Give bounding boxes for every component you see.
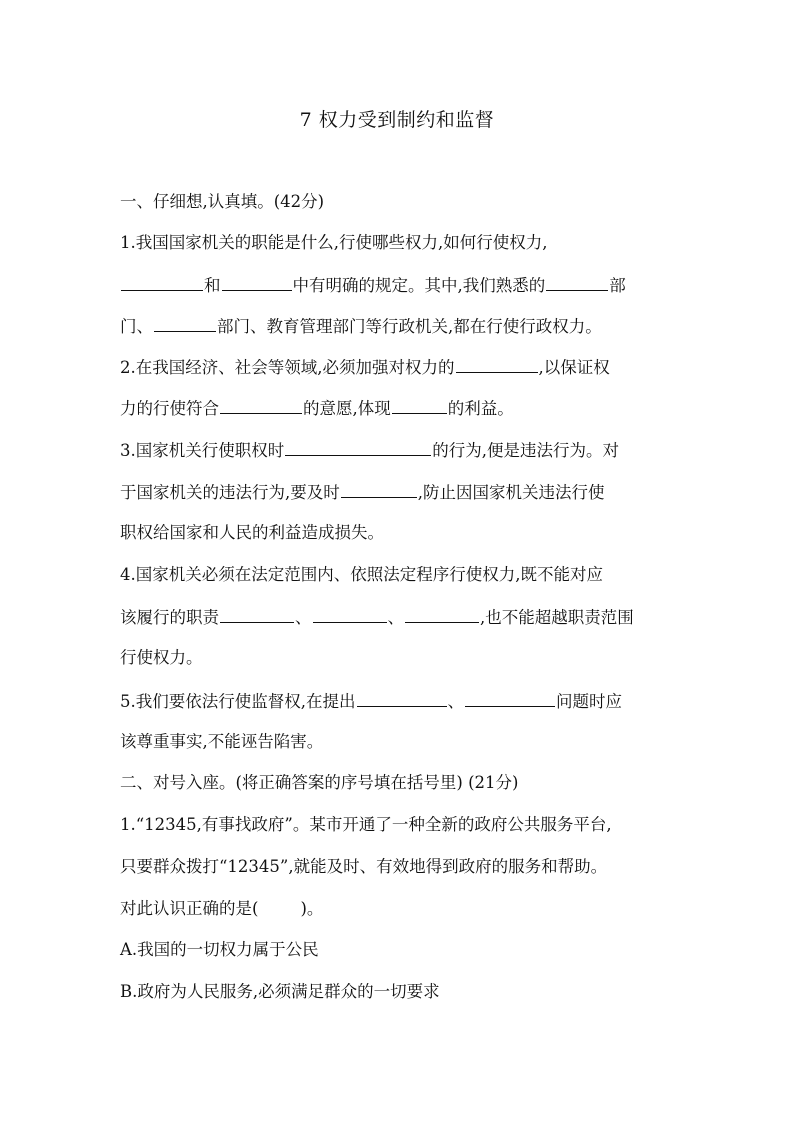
text: 部 <box>609 276 626 295</box>
text: ,也不能超越职责范围 <box>480 608 634 627</box>
q2-line2 <box>120 395 680 421</box>
q2-line1 <box>120 354 680 380</box>
answer-blank[interactable] <box>465 688 555 707</box>
answer-blank[interactable] <box>392 395 447 414</box>
text: 2.在我国经济、社会等领域,必须加强对权力的 <box>120 358 455 377</box>
text: 和 <box>204 276 221 295</box>
option-b: B.政府为人民服务,必须满足群众的一切要求 <box>120 982 440 1001</box>
q5-line1 <box>120 688 680 714</box>
q4-line2 <box>120 604 680 630</box>
text: 该履行的职责 <box>120 608 219 627</box>
q3-line1 <box>120 437 680 463</box>
q1-line2 <box>120 272 680 298</box>
section2-heading: 二、对号入座。(将正确答案的序号填在括号里) (21分) <box>120 773 519 792</box>
text: 、 <box>387 608 404 627</box>
text: 5.我们要依法行使监督权,在提出 <box>120 692 356 711</box>
answer-blank[interactable] <box>154 313 216 332</box>
answer-blank[interactable] <box>222 272 292 291</box>
answer-blank[interactable] <box>341 479 417 498</box>
option-a: A.我国的一切权力属于公民 <box>120 940 319 959</box>
q3-line2 <box>120 479 680 505</box>
q5-line2: 该尊重事实,不能诬告陷害。 <box>120 732 324 751</box>
q4-line3: 行使权力。 <box>120 648 203 667</box>
text: 、 <box>447 692 464 711</box>
text: 的行为,便是违法行为。对 <box>432 441 619 460</box>
answer-blank[interactable] <box>546 272 608 291</box>
s2-q1-line1: 1.“12345,有事找政府”。某市开通了一种全新的政府公共服务平台, <box>120 815 612 834</box>
q3-line3: 职权给国家和人民的利益造成损失。 <box>120 523 384 542</box>
text: 对此认识正确的是( <box>120 899 259 918</box>
text: 于国家机关的违法行为,要及时 <box>120 483 340 502</box>
s2-q1-line3 <box>120 897 680 921</box>
answer-blank[interactable] <box>220 604 294 623</box>
answer-blank[interactable] <box>405 604 479 623</box>
q4-line1: 4.国家机关必须在法定范围内、依照法定程序行使权力,既不能对应 <box>120 565 603 584</box>
text: 问题时应 <box>556 692 622 711</box>
text: 门、 <box>120 317 153 336</box>
answer-blank[interactable] <box>220 395 302 414</box>
answer-blank[interactable] <box>456 354 538 373</box>
q1-line1: 1.我国国家机关的职能是什么,行使哪些权力,如何行使权力, <box>120 233 548 252</box>
s2-q1-line2: 只要群众拨打“12345”,就能及时、有效地得到政府的服务和帮助。 <box>120 857 608 876</box>
text: 部门、教育管理部门等行政机关,都在行使行政权力。 <box>217 317 602 336</box>
text: 、 <box>295 608 312 627</box>
answer-blank[interactable] <box>285 437 431 456</box>
text: )。 <box>300 899 324 918</box>
text: 的利益。 <box>447 399 514 418</box>
page-title: 7 权力受到制约和监督 <box>299 109 495 131</box>
text: 力的行使符合 <box>120 399 219 418</box>
q1-line3 <box>120 313 680 339</box>
text: 中有明确的规定。其中,我们熟悉的 <box>292 276 546 295</box>
answer-blank[interactable] <box>313 604 387 623</box>
text: ,以保证权 <box>538 358 610 377</box>
text: 3.国家机关行使职权时 <box>120 441 285 460</box>
section1-heading: 一、仔细想,认真填。(42分) <box>120 192 325 211</box>
answer-blank[interactable] <box>357 688 447 707</box>
text: 的意愿,体现 <box>303 399 391 418</box>
answer-blank[interactable] <box>121 272 203 291</box>
text: ,防止因国家机关违法行使 <box>417 483 605 502</box>
